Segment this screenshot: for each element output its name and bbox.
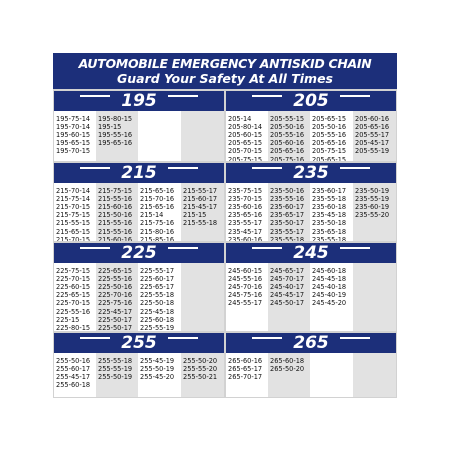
size-column — [310, 111, 353, 161]
size-entry: 255-60-18 — [56, 381, 91, 390]
size-entry: 255-50-16 — [56, 357, 91, 365]
size-entry: 225-50-17 — [98, 315, 133, 324]
size-entry: 235-45-17 — [228, 227, 263, 236]
size-entry: 215-60-16 — [98, 203, 133, 212]
size-entry: 245-45-20 — [312, 299, 347, 308]
panel-heading: 205 — [226, 91, 396, 111]
size-entry: 225-65-15 — [98, 267, 133, 275]
size-entry: 235-50-17 — [270, 219, 305, 228]
size-entry: 235-55-18 — [312, 195, 347, 204]
size-entry: 245-45-17 — [270, 291, 305, 300]
size-entry: 255-60-17 — [56, 365, 91, 374]
panel-215 — [54, 163, 224, 241]
size-column — [310, 353, 353, 397]
panel-255 — [54, 333, 224, 397]
size-entry: 235-65-16 — [228, 211, 263, 220]
size-column — [138, 263, 181, 331]
size-entry: 205-55-16 — [270, 131, 305, 140]
size-entry: 225-50-17 — [98, 323, 133, 331]
size-entry: 225-50-16 — [98, 283, 133, 292]
size-entry: 245-70-16 — [228, 283, 263, 292]
size-entry: 215-50-16 — [98, 211, 133, 220]
panel-body — [226, 183, 396, 241]
size-entry: 255-50-21 — [183, 373, 218, 382]
size-entry: 225-50-18 — [140, 299, 175, 308]
size-entry: 235-55-16 — [270, 195, 305, 204]
size-entry: 195-75-14 — [56, 115, 91, 123]
size-entry: 205-65-16 — [355, 123, 390, 132]
size-entry: 245-60-15 — [228, 267, 263, 275]
size-entry: 205-65-15 — [312, 155, 347, 161]
size-entry: 215-55-15 — [56, 219, 91, 228]
size-entry: 215-60-16 — [98, 235, 133, 241]
size-column — [96, 183, 138, 241]
size-entry: 205-55-17 — [355, 131, 390, 140]
size-entry: 245-75-16 — [228, 291, 263, 300]
panel-heading: 255 — [54, 333, 224, 353]
size-entry: 265-65-17 — [228, 365, 263, 374]
size-entry: 205-60-16 — [355, 115, 390, 123]
size-entry: 245-55-16 — [228, 275, 263, 284]
size-entry: 215-65-15 — [56, 227, 91, 236]
size-entry: 215-55-16 — [98, 219, 133, 228]
size-column — [138, 111, 181, 161]
panel-body — [54, 183, 224, 241]
size-entry: 215-65-16 — [140, 187, 175, 195]
size-entry: 235-50-18 — [312, 219, 347, 228]
panel-225 — [54, 243, 224, 331]
panel-265 — [226, 333, 396, 397]
size-entry: 205-80-14 — [228, 123, 263, 132]
size-entry: 255-50-19 — [98, 373, 133, 382]
size-entry: 205-55-15 — [270, 115, 305, 123]
size-entry: 215-55-16 — [98, 227, 133, 236]
size-entry: 225-70-15 — [56, 275, 91, 284]
size-column — [353, 183, 396, 241]
size-entry: 225-15 — [56, 315, 80, 324]
size-entry: 235-60-19 — [355, 203, 390, 212]
size-entry: 195-55-16 — [98, 131, 133, 140]
size-entry: 195-70-14 — [56, 123, 91, 132]
size-entry: 205-65-16 — [270, 147, 305, 156]
size-column — [181, 183, 224, 241]
size-entry: 255-45-19 — [140, 357, 175, 365]
size-column — [96, 263, 138, 331]
size-entry: 205-75-15 — [228, 155, 263, 161]
panel-heading: 265 — [226, 333, 396, 353]
size-column — [268, 111, 310, 161]
size-entry: 225-70-16 — [98, 291, 133, 300]
size-entry: 215-70-16 — [140, 195, 175, 204]
size-column — [310, 183, 353, 241]
size-entry: 245-40-18 — [312, 283, 347, 292]
size-entry: 225-55-19 — [140, 323, 175, 331]
size-entry: 205-50-16 — [270, 123, 305, 132]
size-entry: 215-80-16 — [140, 227, 175, 236]
size-entry: 225-80-15 — [56, 323, 91, 331]
size-column — [96, 353, 138, 397]
chart-subtitle: Guard Your Safety At All Times — [117, 71, 333, 86]
size-entry: 225-65-15 — [56, 291, 91, 300]
panel-heading: 195 — [54, 91, 224, 111]
size-entry: 265-60-18 — [270, 357, 305, 365]
size-entry: 215-65-16 — [140, 203, 175, 212]
size-entry: 235-55-18 — [312, 235, 347, 241]
size-entry: 235-60-16 — [228, 235, 263, 241]
panel-heading: 225 — [54, 243, 224, 263]
size-entry: 255-50-20 — [183, 357, 218, 365]
size-entry: 225-75-15 — [56, 267, 91, 275]
size-entry: 265-50-20 — [270, 365, 305, 374]
size-entry: 195-65-15 — [56, 139, 91, 148]
size-chart — [53, 53, 397, 398]
panel-body — [226, 111, 396, 161]
size-entry: 205-75-15 — [312, 147, 347, 156]
size-entry: 235-60-18 — [312, 203, 347, 212]
size-column — [353, 353, 396, 397]
size-entry: 215-15 — [183, 211, 207, 220]
size-entry: 235-65-18 — [312, 227, 347, 236]
size-entry: 265-70-17 — [228, 373, 263, 382]
size-entry: 235-55-20 — [355, 211, 390, 220]
size-entry: 225-65-17 — [140, 283, 175, 292]
size-entry: 205-14 — [228, 115, 252, 123]
size-column — [96, 111, 138, 161]
size-column — [226, 353, 268, 397]
title-banner — [53, 53, 397, 89]
size-entry: 205-45-17 — [355, 139, 390, 148]
size-entry: 235-70-15 — [228, 195, 263, 204]
size-entry: 195-70-15 — [56, 147, 91, 156]
size-column — [226, 263, 268, 331]
size-entry: 225-60-15 — [56, 283, 91, 292]
size-column — [226, 183, 268, 241]
size-column — [268, 353, 310, 397]
size-column — [54, 183, 96, 241]
size-entry: 255-55-20 — [183, 365, 218, 374]
size-entry: 205-65-15 — [312, 115, 347, 123]
size-entry: 225-75-16 — [98, 299, 133, 308]
panel-235 — [226, 163, 396, 241]
size-entry: 235-65-17 — [270, 211, 305, 220]
size-entry: 225-55-18 — [140, 291, 175, 300]
panel-205 — [226, 91, 396, 161]
size-entry: 245-55-17 — [228, 299, 263, 308]
size-column — [54, 353, 96, 397]
size-column — [353, 111, 396, 161]
size-entry: 225-55-17 — [140, 267, 175, 275]
size-entry: 215-75-14 — [56, 195, 91, 204]
size-entry: 245-40-17 — [270, 283, 305, 292]
size-entry: 235-55-17 — [270, 227, 305, 236]
size-entry: 215-75-15 — [56, 211, 91, 220]
size-entry: 245-40-19 — [312, 291, 347, 300]
size-entry: 205-55-16 — [312, 131, 347, 140]
size-entry: 255-45-20 — [140, 373, 175, 382]
size-entry: 245-70-17 — [270, 275, 305, 284]
size-entry: 195-60-15 — [56, 131, 91, 140]
size-entry: 245-60-18 — [312, 267, 347, 275]
size-entry: 195-65-16 — [98, 139, 133, 148]
panel-195 — [54, 91, 224, 161]
size-entry: 215-70-15 — [56, 203, 91, 212]
size-column — [268, 183, 310, 241]
size-entry: 195-80-15 — [98, 115, 133, 123]
size-entry: 215-85-16 — [140, 235, 175, 241]
size-column — [181, 111, 224, 161]
size-entry: 205-65-16 — [312, 139, 347, 148]
size-entry: 265-60-16 — [228, 357, 263, 365]
panel-body — [54, 263, 224, 331]
size-entry: 235-55-18 — [270, 235, 305, 241]
size-entry: 225-45-17 — [98, 307, 133, 316]
size-entry: 235-60-16 — [228, 203, 263, 212]
size-entry: 205-50-16 — [312, 123, 347, 132]
size-column — [226, 111, 268, 161]
size-entry: 205-60-15 — [228, 131, 263, 140]
size-column — [310, 263, 353, 331]
size-entry: 215-14 — [140, 211, 164, 220]
size-entry: 205-70-15 — [228, 147, 263, 156]
size-entry: 215-45-17 — [183, 203, 218, 212]
size-entry: 235-50-19 — [355, 187, 390, 195]
size-entry: 235-75-15 — [228, 187, 263, 195]
size-column — [54, 263, 96, 331]
panel-body — [54, 353, 224, 397]
size-entry: 245-50-17 — [270, 299, 305, 308]
size-entry: 235-55-19 — [355, 195, 390, 204]
size-entry: 215-60-17 — [183, 195, 218, 204]
size-entry: 245-45-18 — [312, 275, 347, 284]
panel-body — [54, 111, 224, 161]
panel-245 — [226, 243, 396, 331]
size-entry: 255-55-18 — [98, 357, 133, 365]
size-column — [181, 263, 224, 331]
size-entry: 205-55-19 — [355, 147, 390, 156]
size-entry: 215-55-18 — [183, 219, 218, 228]
size-column — [268, 263, 310, 331]
size-entry: 205-60-16 — [270, 139, 305, 148]
size-entry: 245-65-17 — [270, 267, 305, 275]
chart-title: AUTOMOBILE EMERGENCY ANTISKID CHAIN — [78, 56, 372, 71]
size-column — [138, 183, 181, 241]
size-entry: 215-70-14 — [56, 187, 91, 195]
panel-heading: 235 — [226, 163, 396, 183]
size-entry: 205-75-16 — [270, 155, 305, 161]
size-column — [138, 353, 181, 397]
size-entry: 205-65-15 — [228, 139, 263, 148]
size-entry: 235-55-17 — [228, 219, 263, 228]
size-entry: 235-45-18 — [312, 211, 347, 220]
size-entry: 225-55-16 — [98, 275, 133, 284]
size-entry: 225-55-16 — [56, 307, 91, 316]
size-entry: 235-60-17 — [270, 203, 305, 212]
size-column — [181, 353, 224, 397]
panel-heading: 215 — [54, 163, 224, 183]
size-column — [353, 263, 396, 331]
size-entry: 255-45-17 — [56, 373, 91, 382]
size-entry: 235-60-17 — [312, 187, 347, 195]
size-entry: 195-15 — [98, 123, 122, 132]
panel-heading: 245 — [226, 243, 396, 263]
size-entry: 215-75-15 — [98, 187, 133, 195]
size-entry: 225-70-15 — [56, 299, 91, 308]
size-entry: 255-55-19 — [98, 365, 133, 374]
size-entry: 255-50-19 — [140, 365, 175, 374]
size-entry: 235-50-16 — [270, 187, 305, 195]
size-entry: 225-60-17 — [140, 275, 175, 284]
size-entry: 215-70-15 — [56, 235, 91, 241]
size-entry: 225-45-18 — [140, 307, 175, 316]
panel-body — [226, 353, 396, 397]
size-entry: 215-75-16 — [140, 219, 175, 228]
size-entry: 225-60-18 — [140, 315, 175, 324]
size-column — [54, 111, 96, 161]
panel-body — [226, 263, 396, 331]
size-entry: 215-55-16 — [98, 195, 133, 204]
size-entry: 215-55-17 — [183, 187, 218, 195]
